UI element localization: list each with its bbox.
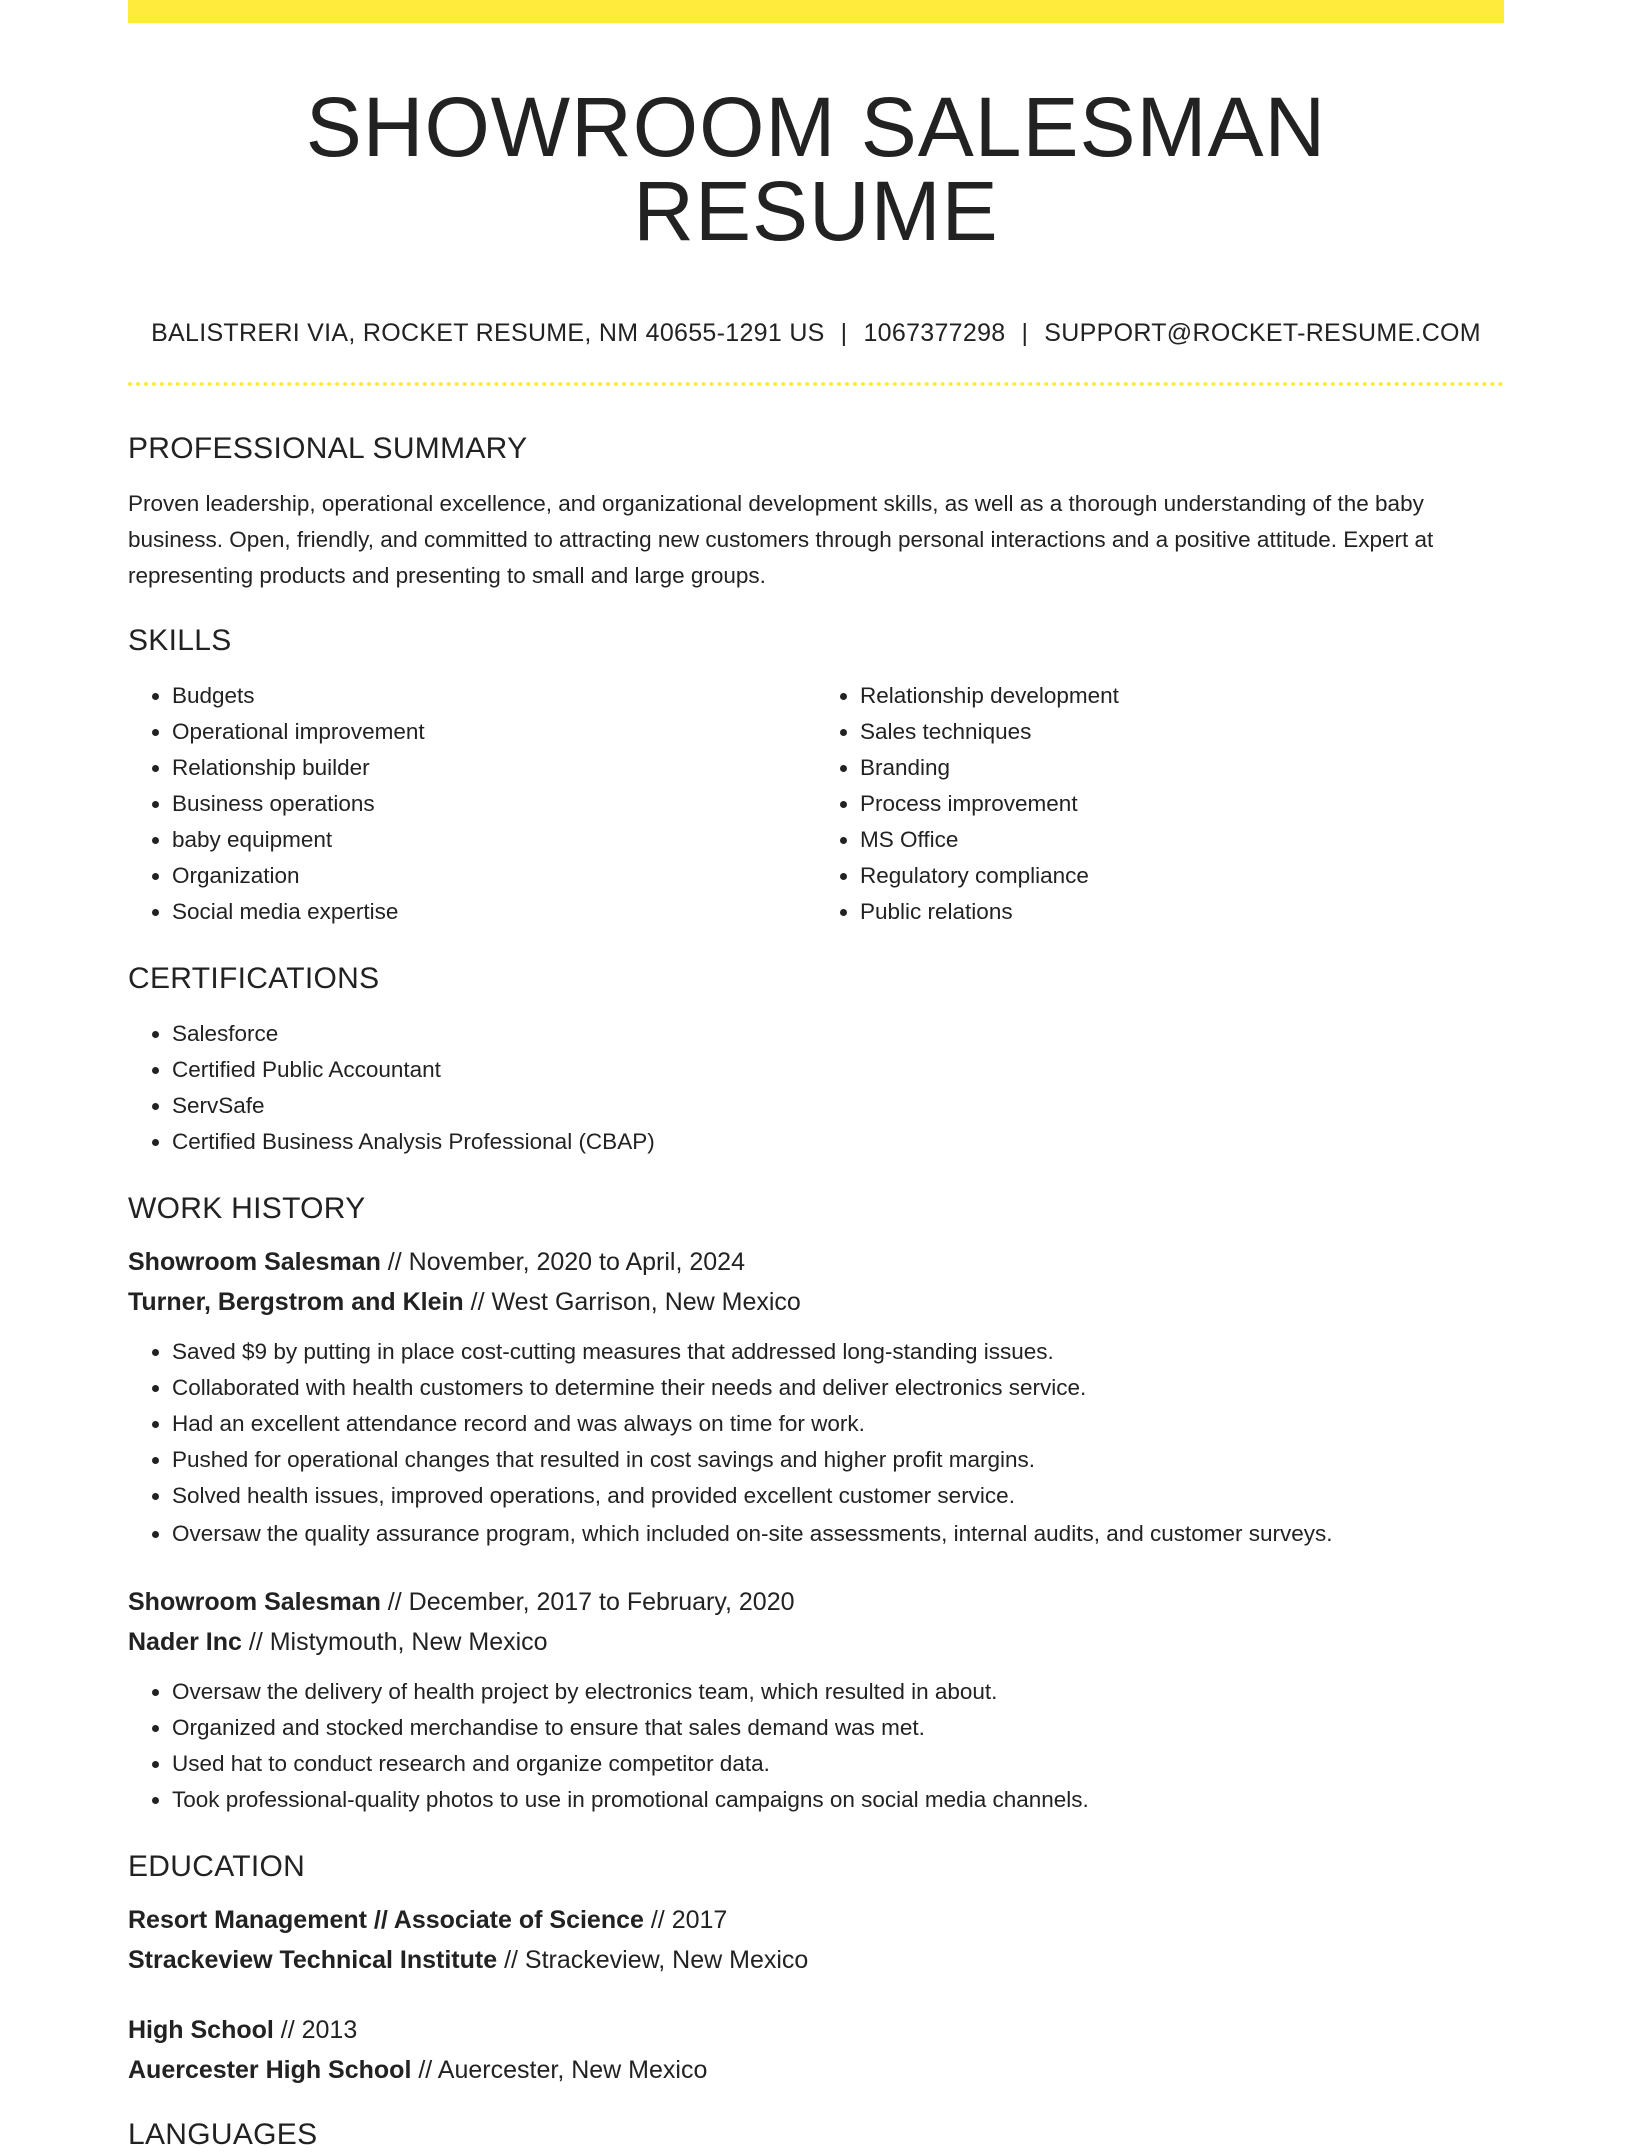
job-title: Showroom Salesman — [128, 1248, 381, 1276]
education-school-line — [128, 2050, 1504, 2090]
skill-item: • Relationship development — [860, 678, 1504, 714]
contact-separator: | — [1021, 319, 1029, 347]
skill-item: • Social media expertise — [172, 894, 816, 930]
skill-item: • Sales techniques — [860, 714, 1504, 750]
job-bullets — [128, 1334, 1504, 1552]
education-school: Auercester High School — [128, 2056, 412, 2084]
dotted-divider — [128, 382, 1504, 386]
skill-item: • Budgets — [172, 678, 816, 714]
education-degree: Resort Management // Associate of Science — [128, 1906, 644, 1934]
job-bullet: • Oversaw the quality assurance program, which included on-site assessments, internal audits, and customer surveys. — [172, 1516, 1504, 1552]
job-bullet: • Took professional-quality photos to use in promotional campaigns on social media channels. — [172, 1782, 1504, 1818]
job-company: Turner, Bergstrom and Klein — [128, 1288, 464, 1316]
job-title-line — [128, 1582, 1504, 1622]
job-company-line — [128, 1622, 1504, 1662]
skill-item: • Operational improvement — [172, 714, 816, 750]
education-location: // Auercester, New Mexico — [411, 2056, 708, 2084]
skill-item: • Organization — [172, 858, 816, 894]
education-entry — [128, 2010, 1504, 2090]
skill-item: • MS Office — [860, 822, 1504, 858]
certifications-list — [128, 1016, 1504, 1160]
contact-address: BALISTRERI VIA, ROCKET RESUME, NM 40655-1291 US — [151, 319, 825, 347]
summary-heading: PROFESSIONAL SUMMARY — [128, 432, 528, 465]
skills-column-right — [816, 678, 1504, 930]
job-dates: // November, 2020 to April, 2024 — [380, 1248, 745, 1276]
education-year: // 2017 — [643, 1906, 728, 1934]
job-bullet: • Solved health issues, improved operations, and provided excellent customer service. — [172, 1478, 1504, 1514]
education-school: Strackeview Technical Institute — [128, 1946, 498, 1974]
job-entry — [128, 1242, 1504, 1552]
job-company-line — [128, 1282, 1504, 1322]
skill-item: • Process improvement — [860, 786, 1504, 822]
job-bullet: • Organized and stocked merchandise to ensure that sales demand was met. — [172, 1710, 1504, 1746]
skills-list — [128, 678, 1504, 930]
languages-heading: LANGUAGES — [128, 2118, 318, 2151]
skills-heading: SKILLS — [128, 624, 232, 657]
page-title: SHOWROOM SALESMAN RESUME — [305, 80, 1327, 258]
job-bullet: • Had an excellent attendance record and was always on time for work. — [172, 1406, 1504, 1442]
job-dates: // December, 2017 to February, 2020 — [380, 1588, 795, 1616]
skills-column-left — [128, 678, 816, 930]
education-degree-line — [128, 1900, 1504, 1940]
job-company: Nader Inc — [128, 1628, 242, 1656]
certifications-heading: CERTIFICATIONS — [128, 962, 380, 995]
skill-item: • Branding — [860, 750, 1504, 786]
job-bullet: • Pushed for operational changes that resulted in cost savings and higher profit margins. — [172, 1442, 1504, 1478]
contact-separator: | — [840, 319, 848, 347]
education-degree-line — [128, 2010, 1504, 2050]
certification-item: • ServSafe — [172, 1088, 1504, 1124]
accent-top-bar — [128, 0, 1504, 23]
certification-item: • Certified Public Accountant — [172, 1052, 1504, 1088]
job-bullet: • Used hat to conduct research and organize competitor data. — [172, 1746, 1504, 1782]
job-bullet: • Oversaw the delivery of health project by electronics team, which resulted in about. — [172, 1674, 1504, 1710]
education-heading: EDUCATION — [128, 1850, 306, 1883]
certification-item: • Salesforce — [172, 1016, 1504, 1052]
summary-text: Proven leadership, operational excellence, and organizational development skills, as well as a thorough understanding of the baby business. Open, friendly, and committed to attracting new customers through personal interactions and a positive attitude. Expert at representing products and presenting to small and large groups. — [128, 491, 1434, 588]
job-location: // West Garrison, New Mexico — [463, 1288, 801, 1316]
job-title-line — [128, 1242, 1504, 1282]
job-bullet: • Collaborated with health customers to determine their needs and deliver electronics service. — [172, 1370, 1504, 1406]
work-history-heading: WORK HISTORY — [128, 1192, 366, 1225]
contact-line — [128, 319, 1504, 348]
skill-item: • Relationship builder — [172, 750, 816, 786]
skill-item: • Public relations — [860, 894, 1504, 930]
contact-phone[interactable]: 1067377298 — [863, 319, 1006, 347]
skill-item: • baby equipment — [172, 822, 816, 858]
certification-item: • Certified Business Analysis Professional (CBAP) — [172, 1124, 1504, 1160]
job-bullet: • Saved $9 by putting in place cost-cutting measures that addressed long-standing issues. — [172, 1334, 1504, 1370]
skill-item: • Regulatory compliance — [860, 858, 1504, 894]
education-entry — [128, 1900, 1504, 1980]
education-year: // 2013 — [273, 2016, 358, 2044]
job-entry — [128, 1582, 1504, 1818]
resume-page — [128, 0, 1504, 2152]
education-degree: High School — [128, 2016, 274, 2044]
job-location: // Mistymouth, New Mexico — [241, 1628, 548, 1656]
contact-email[interactable]: SUPPORT@ROCKET-RESUME.COM — [1044, 319, 1481, 347]
job-bullets — [128, 1674, 1504, 1818]
job-title: Showroom Salesman — [128, 1588, 381, 1616]
skill-item: • Business operations — [172, 786, 816, 822]
education-school-line — [128, 1940, 1504, 1980]
education-location: // Strackeview, New Mexico — [497, 1946, 809, 1974]
